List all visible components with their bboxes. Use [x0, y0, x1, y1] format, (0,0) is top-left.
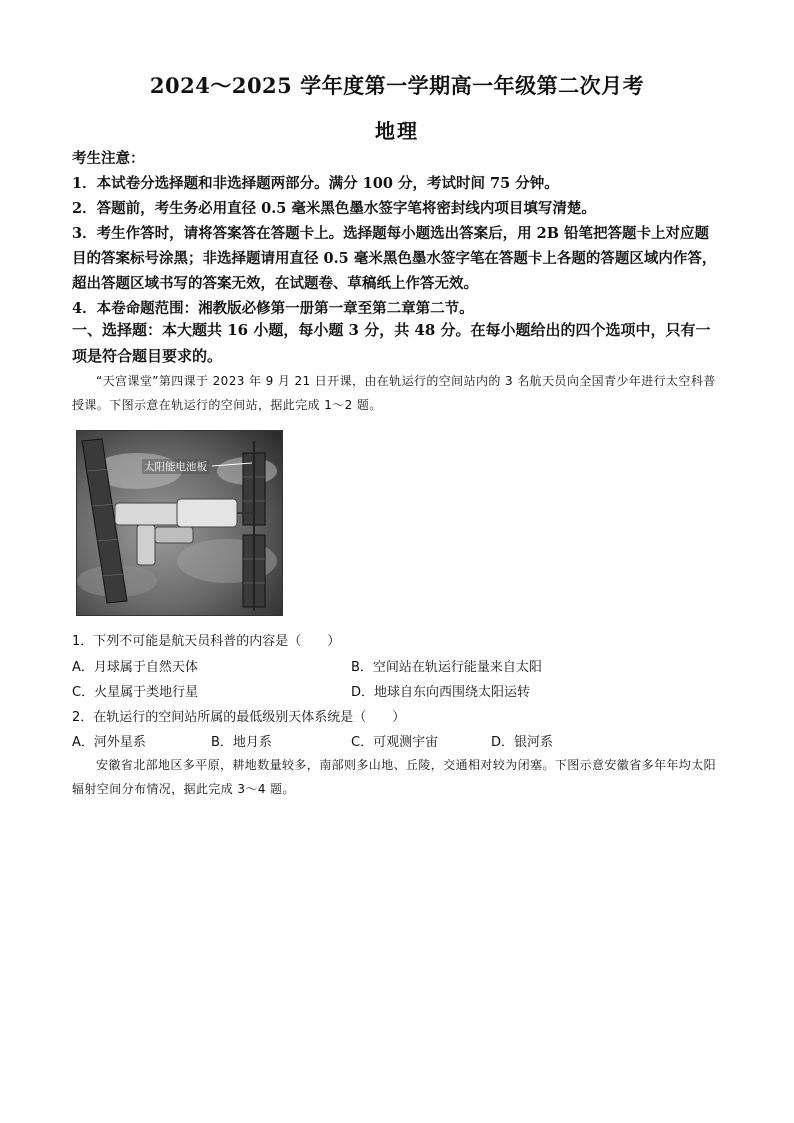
material-1: [72, 369, 722, 417]
option-a: A．月球属于自然天体: [72, 660, 198, 675]
material-1-text: “天宫课堂”第四课于 2023 年 9 月 21 日开课，由在轨运行的空间站内的 3 名航天员向全国青少年进行太空科普授课。下图示意在轨运行的空间站，据此完成 1～2 题。: [72, 374, 716, 412]
option-c: C．可观测宇宙: [351, 735, 439, 750]
option-b: B．空间站在轨运行能量来自太阳: [351, 660, 542, 675]
notice-item: 2．答题前，考生务必用直径 0.5 毫米黑色墨水签字笔将密封线内项目填写清楚。: [72, 200, 596, 217]
notice-heading: 考生注意：: [72, 150, 145, 167]
notice-item: 1．本试卷分选择题和非选择题两部分。满分 100 分，考试时间 75 分钟。: [72, 175, 559, 192]
solar-panel-label: 太阳能电池板: [144, 461, 207, 473]
option-c: C．火星属于类地行星: [72, 685, 199, 700]
option-d: D．银河系: [491, 735, 554, 750]
exam-title: 2024～2025 学年度第一学期高一年级第二次月考: [149, 73, 645, 98]
material-2: [72, 753, 722, 801]
examinee-notice: [72, 146, 722, 321]
material-2-text: 安徽省北部地区多平原，耕地数量较多，南部则多山地、丘陵，交通相对较为闭塞。下图示意安徽省多年年均太阳辐射空间分布情况，据此完成 3～4 题。: [72, 758, 717, 796]
section-heading: 一、选择题：本大题共 16 小题，每小题 3 分，共 48 分。在每小题给出的四个选项中，只有一项是符合题目要求的。: [72, 321, 711, 365]
space-station-figure: [76, 430, 283, 616]
option-a: A．河外星系: [72, 735, 146, 750]
option-b: B．地月系: [211, 735, 272, 750]
notice-item: 3．考生作答时，请将答案答在答题卡上。选择题每小题选出答案后，用 2B 铅笔把答题卡上对应题目的答案标号涂黑；非选择题请用直径 0.5 毫米黑色墨水签字笔在答题卡上各题的答题区域内作答，超出答题区域书写的答案无效，在试题卷、草稿纸上作答无效。: [72, 225, 717, 292]
subject-title: 地理: [375, 119, 419, 143]
notice-item: 4．本卷命题范围：湘教版必修第一册第一章至第二章第二节。: [72, 300, 474, 317]
option-d: D．地球自东向西围绕太阳运转: [351, 685, 531, 700]
question-2-stem: 2．在轨运行的空间站所属的最低级别天体系统是（ ）: [72, 710, 406, 725]
question-1-stem: 1．下列不可能是航天员科普的内容是（ ）: [72, 634, 341, 649]
